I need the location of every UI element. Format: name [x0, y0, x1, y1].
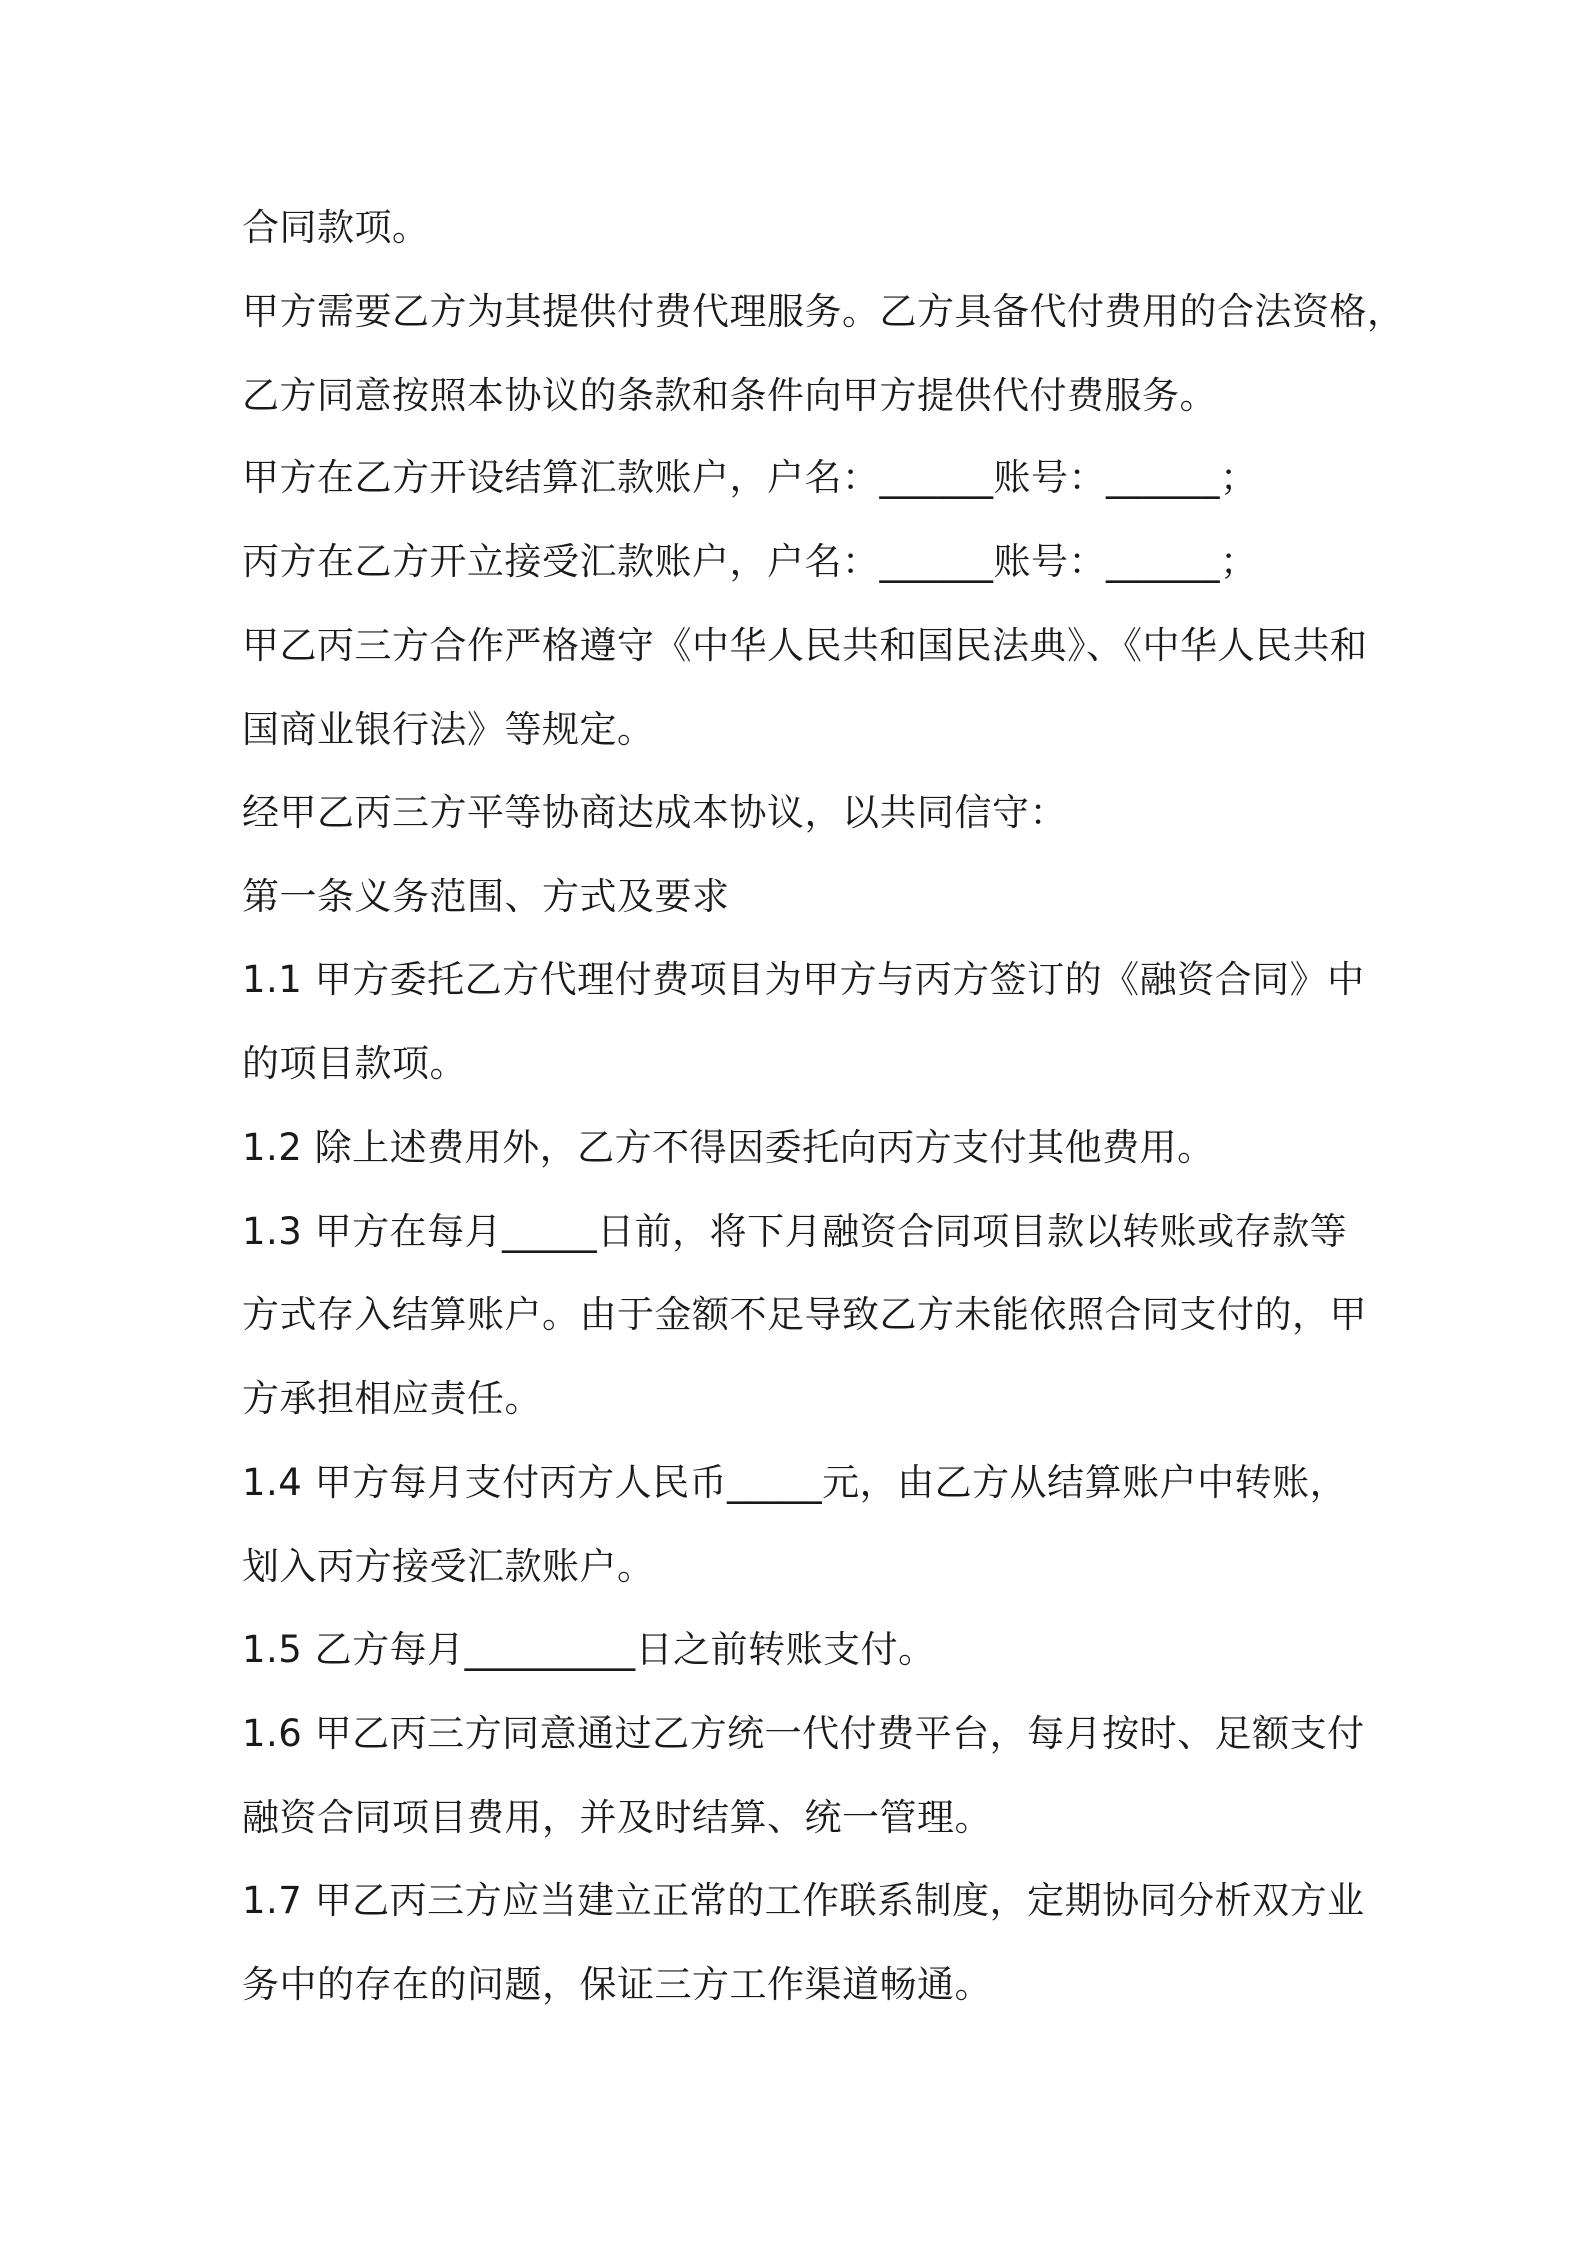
text-line: 经甲乙丙三方平等协商达成本协议，以共同信守：	[242, 791, 1067, 834]
section-heading: 第一条义务范围、方式及要求	[242, 875, 730, 918]
text-line: 1.3 甲方在每月_____日前，将下月融资合同项目款以转账或存款等	[242, 1210, 1348, 1253]
text-line: 融资合同项目费用，并及时结算、统一管理。	[242, 1796, 992, 1839]
text-line: 划入丙方接受汇款账户。	[242, 1545, 655, 1588]
text-line: 1.6 甲乙丙三方同意通过乙方统一代付费平台，每月按时、足额支付	[242, 1712, 1365, 1755]
text-line: 甲方需要乙方为其提供付费代理服务。乙方具备代付费用的合法资格，	[242, 290, 1405, 333]
text-line: 1.4 甲方每月支付丙方人民币_____元，由乙方从结算账户中转账，	[242, 1461, 1348, 1504]
text-line: 1.7 甲乙丙三方应当建立正常的工作联系制度，定期协同分析双方业	[242, 1879, 1365, 1922]
text-line: 方承担相应责任。	[242, 1377, 542, 1420]
text-line: 合同款项。	[242, 206, 430, 249]
text-line: 甲方在乙方开设结算汇款账户，户名：______账号：______；	[242, 456, 1258, 499]
text-line: 务中的存在的问题，保证三方工作渠道畅通。	[242, 1963, 992, 2006]
text-line: 甲乙丙三方合作严格遵守《中华人民共和国民法典》、《中华人民共和	[242, 624, 1368, 667]
text-line: 丙方在乙方开立接受汇款账户，户名：______账号：______；	[242, 540, 1258, 583]
text-line: 方式存入结算账户。由于金额不足导致乙方未能依照合同支付的，甲	[242, 1293, 1367, 1336]
text-line: 1.2 除上述费用外，乙方不得因委托向丙方支付其他费用。	[242, 1126, 1215, 1169]
text-line: 乙方同意按照本协议的条款和条件向甲方提供代付费服务。	[242, 374, 1217, 417]
text-line: 1.5 乙方每月_________日之前转账支付。	[242, 1628, 936, 1671]
text-line: 的项目款项。	[242, 1042, 467, 1085]
text-line: 国商业银行法》等规定。	[242, 708, 655, 751]
text-line: 1.1 甲方委托乙方代理付费项目为甲方与丙方签订的《融资合同》中	[242, 958, 1365, 1001]
